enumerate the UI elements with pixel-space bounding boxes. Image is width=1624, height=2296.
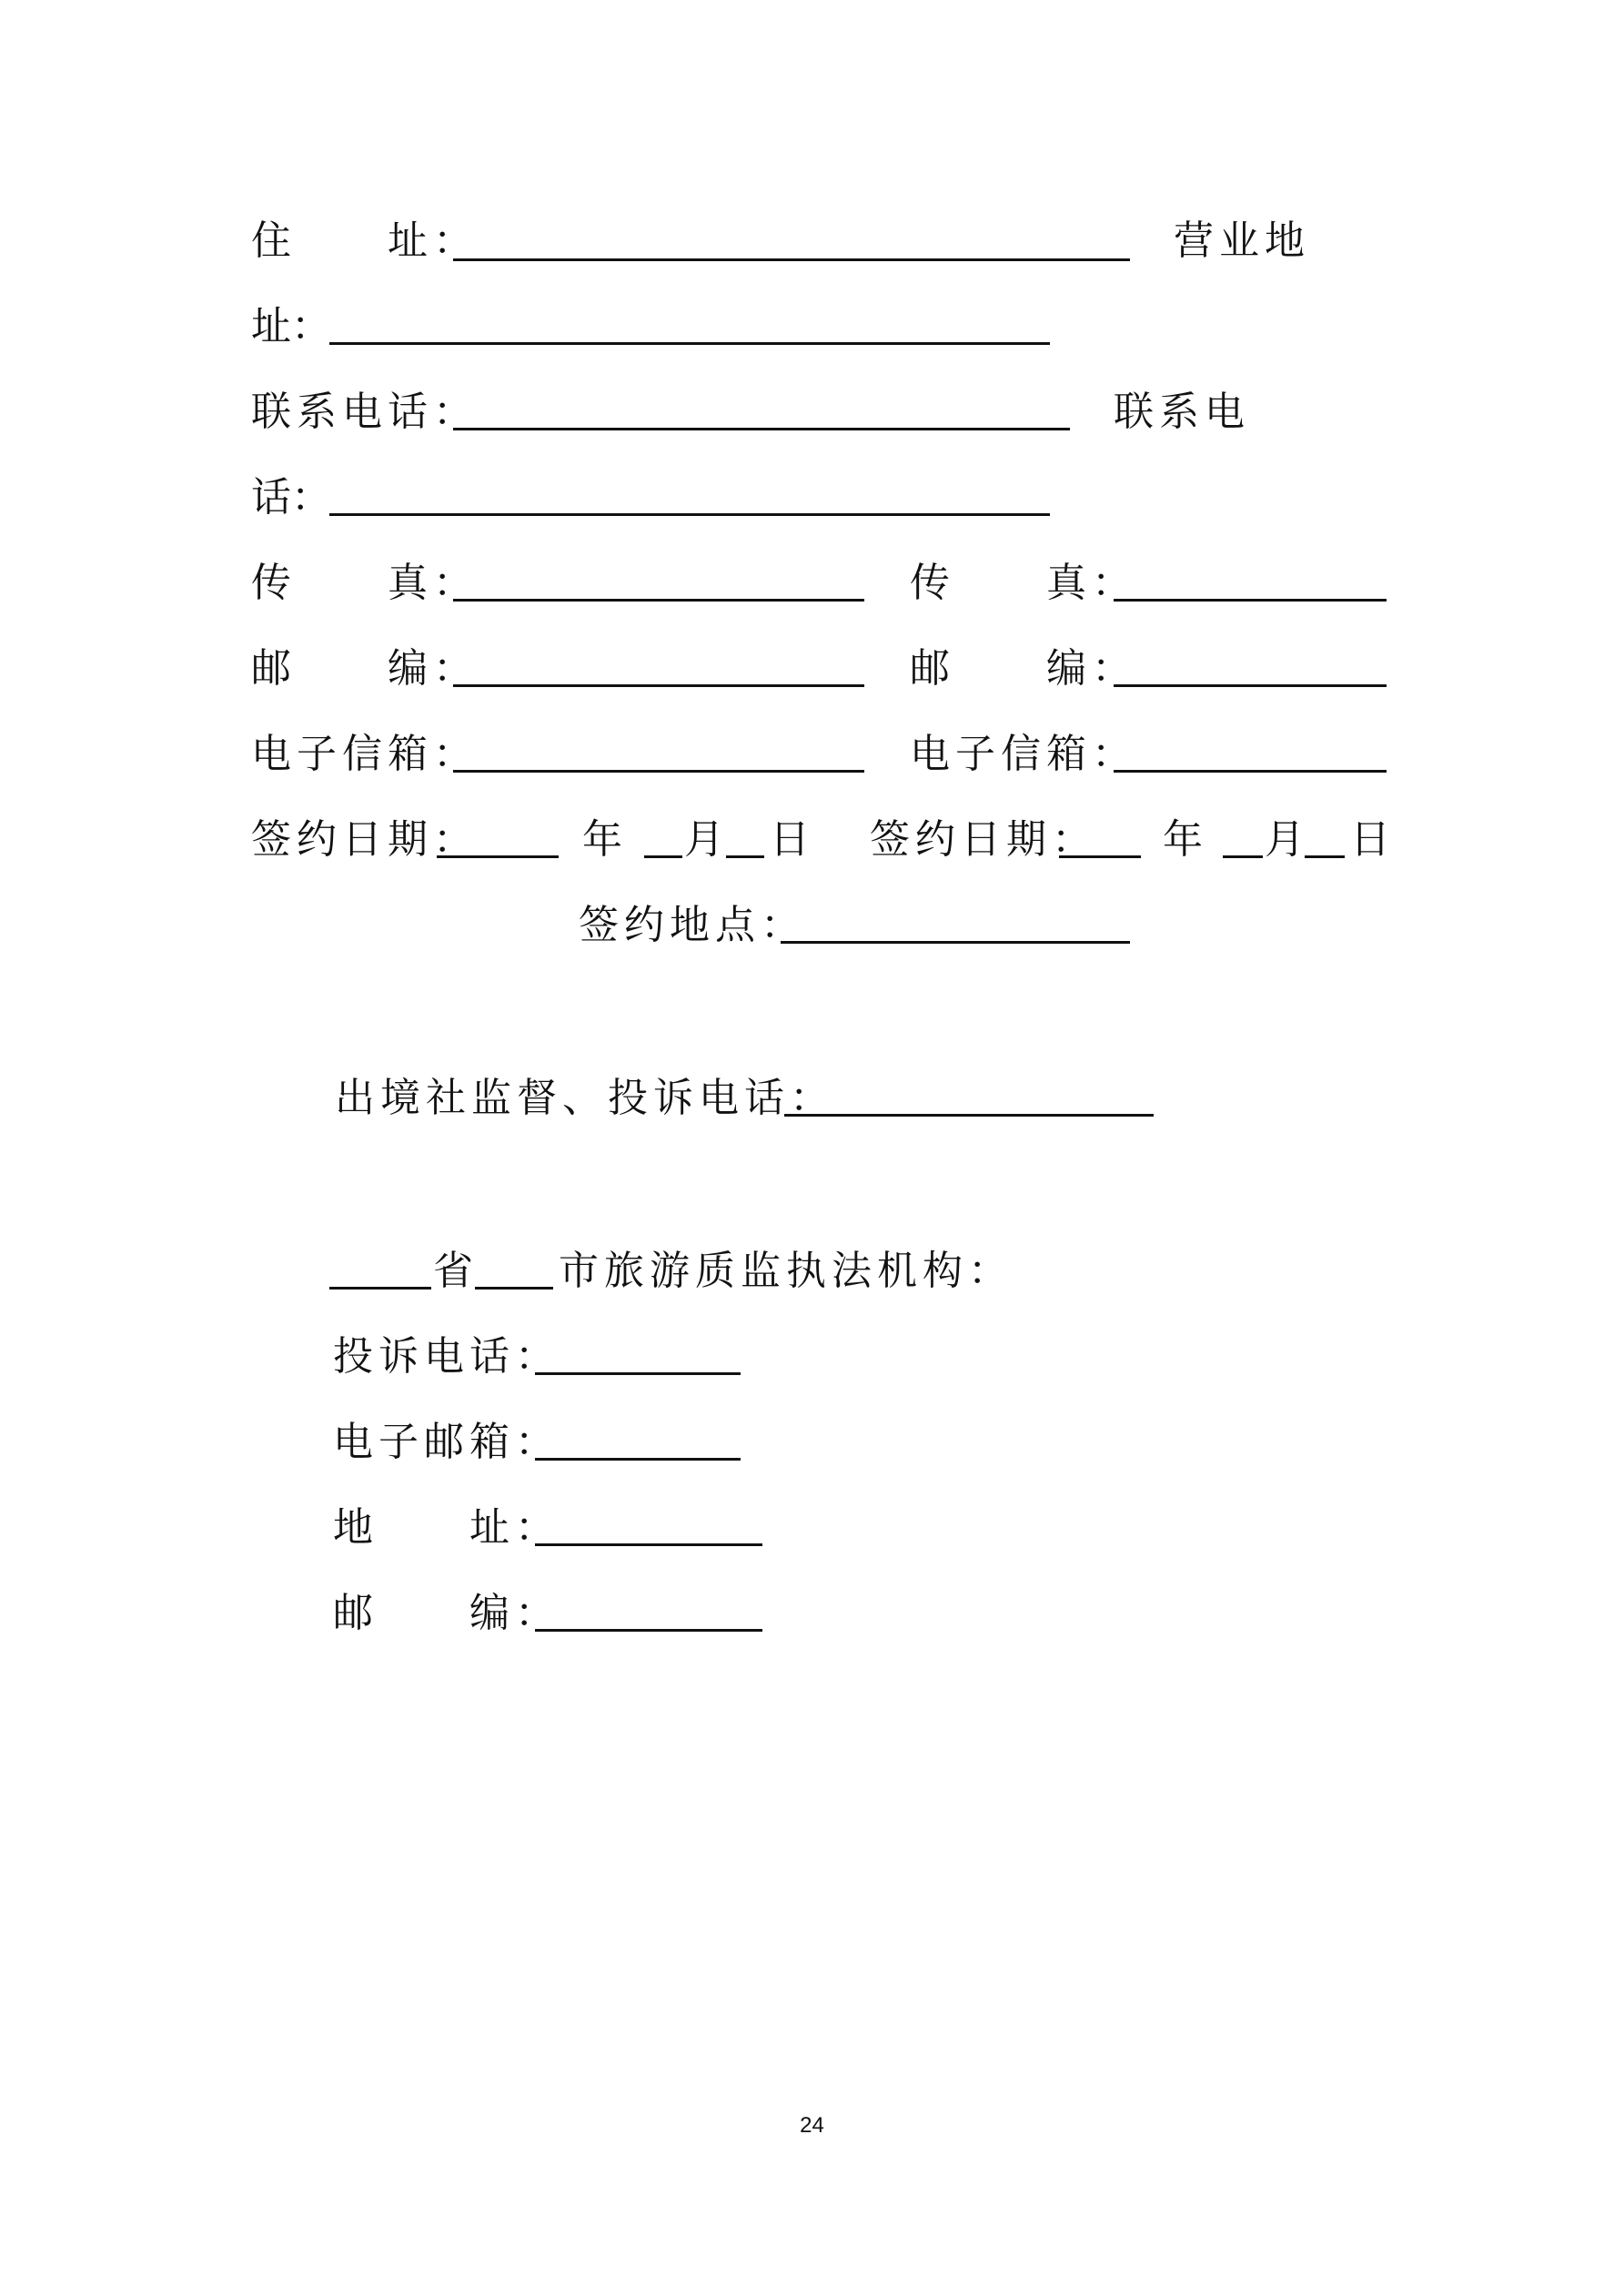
agency-complaint-field[interactable] (784, 1114, 1154, 1117)
sign-date-month-unit: 月 (684, 816, 724, 863)
sign-date-year-field[interactable] (437, 855, 559, 858)
agency-complaint-label: 出境社监督、投诉电话： (335, 1075, 835, 1121)
sign-place-label: 签约地点： (579, 902, 806, 948)
right-sign-date-month-unit: 月 (1265, 816, 1305, 863)
right-sign-date-label: 签约日期： (870, 816, 1097, 863)
business-address-label-line2: 址： (251, 303, 331, 349)
phone-label: 联系电话： (251, 389, 479, 435)
fax-field[interactable] (453, 599, 864, 602)
address-field[interactable] (453, 258, 1130, 261)
authority-address-label: 地 址： (333, 1504, 560, 1551)
authority-postcode-label: 邮 编： (333, 1590, 560, 1636)
page-number: 24 (800, 2113, 824, 2138)
right-fax-field[interactable] (1114, 599, 1387, 602)
province-unit: 省 (433, 1248, 473, 1294)
right-sign-date-month-field[interactable] (1223, 855, 1263, 858)
right-email-field[interactable] (1114, 770, 1387, 773)
right-email-label: 电子信箱： (910, 731, 1137, 777)
email-label: 电子信箱： (251, 731, 479, 777)
right-sign-date-year-field[interactable] (1059, 855, 1141, 858)
right-sign-date-day-unit: 日 (1350, 816, 1390, 863)
email-field[interactable] (453, 770, 864, 773)
business-address-field[interactable] (329, 342, 1050, 345)
sign-date-month-field[interactable] (644, 855, 682, 858)
postcode-field[interactable] (453, 684, 864, 687)
province-field[interactable] (329, 1287, 431, 1290)
sign-date-year-unit: 年 (582, 816, 622, 863)
authority-postcode-field[interactable] (535, 1629, 762, 1632)
business-address-label-line1: 营业地 (1174, 217, 1310, 264)
right-sign-date-year-unit: 年 (1163, 816, 1203, 863)
authority-address-field[interactable] (535, 1543, 762, 1546)
city-suffix: 市旅游质监执法机构： (559, 1248, 1014, 1294)
right-phone-label-line2: 话： (251, 474, 331, 521)
authority-email-label: 电子邮箱： (333, 1419, 560, 1465)
sign-date-day-field[interactable] (726, 855, 764, 858)
authority-complaint-phone-label: 投诉电话： (333, 1333, 560, 1380)
sign-date-day-unit: 日 (770, 816, 810, 863)
fax-label: 传 真： (251, 560, 479, 606)
authority-email-field[interactable] (535, 1458, 741, 1461)
right-postcode-label: 邮 编： (910, 645, 1137, 692)
city-field[interactable] (475, 1287, 553, 1290)
postcode-label: 邮 编： (251, 645, 479, 692)
right-phone-field[interactable] (329, 513, 1050, 516)
address-label: 住 址： (251, 217, 479, 264)
sign-date-label: 签约日期： (251, 816, 479, 863)
sign-place-field[interactable] (781, 941, 1130, 944)
authority-complaint-phone-field[interactable] (535, 1372, 741, 1375)
right-phone-label-line1: 联系电 (1114, 389, 1250, 435)
phone-field[interactable] (453, 428, 1070, 430)
right-sign-date-day-field[interactable] (1305, 855, 1345, 858)
right-fax-label: 传 真： (910, 560, 1137, 606)
right-postcode-field[interactable] (1114, 684, 1387, 687)
